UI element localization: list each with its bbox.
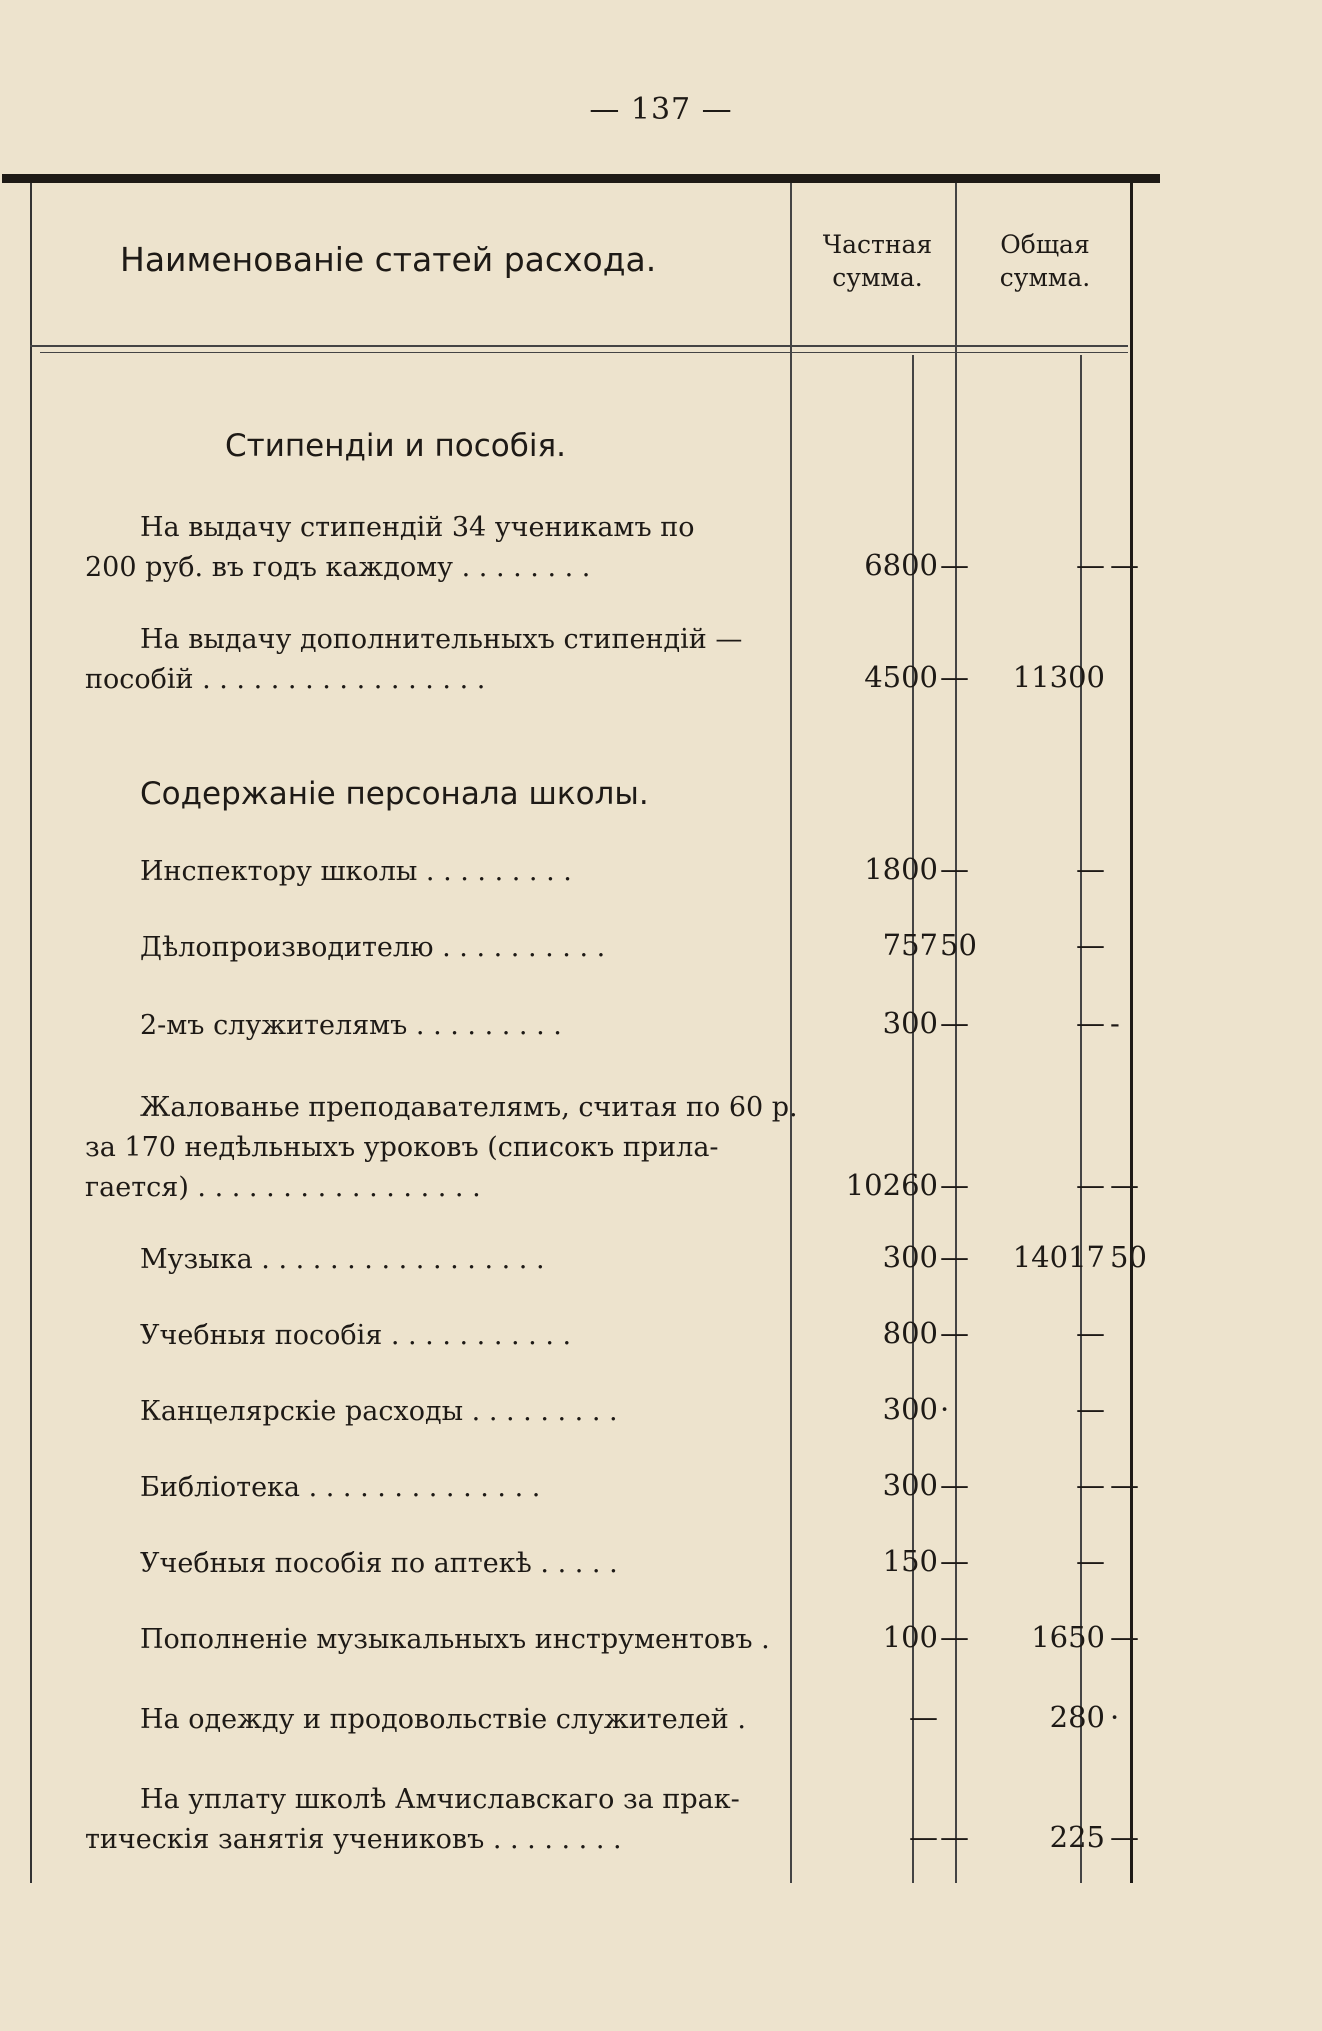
private-kop-value: — (940, 660, 969, 694)
row-description (85, 1700, 805, 1740)
total-sum-value: — (1076, 852, 1105, 886)
row-description (85, 1780, 805, 1860)
row-description-line: Учебныя пособія по аптекѣ . . . . . (140, 1548, 618, 1579)
total-kop-value: — (1110, 548, 1139, 582)
row-description-line: Пополненіе музыкальныхъ инструментовъ . (140, 1624, 770, 1655)
private-kop-value: — (940, 1620, 969, 1654)
section-title-stipends: Стипендіи и пособія. (225, 428, 566, 464)
row-description-line: за 170 недѣльныхъ уроковъ (списокъ прила- (85, 1132, 719, 1163)
total-sum-value: 1650 (1031, 1620, 1105, 1654)
header-total-line2: сумма. (999, 263, 1091, 292)
total-sum-value: 14017 (1012, 1240, 1105, 1274)
private-kop-value: — (940, 852, 969, 886)
private-sum-value: 1800 (864, 852, 938, 886)
private-sum-value: 6800 (864, 548, 938, 582)
total-kop-value: — (1110, 1820, 1139, 1854)
header-rule-thin (40, 352, 1128, 353)
row-description-line: 2-мъ служителямъ . . . . . . . . . (140, 1010, 562, 1041)
row-description (85, 928, 805, 968)
total-kop-value: - (1110, 1006, 1120, 1040)
row-description (85, 1620, 805, 1660)
private-sum-value: 300 (882, 1240, 938, 1274)
header-title: Наименованіе статей расхода. (120, 240, 657, 279)
top-rule (2, 174, 1160, 183)
total-kop-value: — (1110, 1468, 1139, 1502)
row-description (85, 508, 805, 588)
private-kop-value: — (940, 1820, 969, 1854)
private-sum-value: — (909, 1820, 938, 1854)
total-kop-value: — (1110, 1168, 1139, 1202)
row-description (85, 1240, 805, 1280)
private-sum-value: 757 (882, 928, 938, 962)
total-sum-value: — (1076, 1316, 1105, 1350)
row-description (85, 852, 805, 892)
private-sum-value: 800 (882, 1316, 938, 1350)
row-description-line: Канцелярскіе расходы . . . . . . . . . (140, 1396, 618, 1427)
private-sum-value: 100 (882, 1620, 938, 1654)
row-description-line: На уплату школѣ Амчиславскаго за прак- (140, 1784, 740, 1815)
total-sum-value: 225 (1049, 1820, 1105, 1854)
private-kop-value: · (940, 1392, 950, 1426)
row-description-line: гается) . . . . . . . . . . . . . . . . . (85, 1172, 481, 1203)
header-private-sum (795, 228, 960, 294)
private-sum-value: 10260 (845, 1168, 938, 1202)
row-description (85, 1088, 805, 1208)
row-description (85, 1006, 805, 1046)
private-sum-value: 4500 (864, 660, 938, 694)
header-rule (30, 345, 1128, 347)
row-description-line: На выдачу стипендій 34 ученикамъ по (140, 512, 695, 543)
total-sum-value: 280 (1049, 1700, 1105, 1734)
header-private-line1: Частная (822, 230, 933, 259)
row-description-line: тическія занятія учениковъ . . . . . . . . (85, 1824, 622, 1855)
private-kop-value: 50 (940, 928, 977, 962)
row-description-line: Библіотека . . . . . . . . . . . . . . (140, 1472, 541, 1503)
row-description (85, 1468, 805, 1508)
header-total-line1: Общая (1000, 230, 1090, 259)
total-kop-value: — (1110, 1620, 1139, 1654)
row-description (85, 1316, 805, 1356)
private-kop-value: — (940, 1316, 969, 1350)
private-kop-value: — (940, 1240, 969, 1274)
row-description-line: Музыка . . . . . . . . . . . . . . . . . (140, 1244, 545, 1275)
section-title-personnel: Содержаніе персонала школы. (140, 776, 649, 812)
row-description-line: Учебныя пособія . . . . . . . . . . . (140, 1320, 572, 1351)
private-sum-value: 300 (882, 1468, 938, 1502)
row-description-line: Жалованье преподавателямъ, считая по 60 р. (140, 1092, 798, 1123)
private-kop-value: — (940, 1168, 969, 1202)
total-sum-value: — (1076, 1468, 1105, 1502)
header-private-line2: сумма. (832, 263, 923, 292)
total-sum-value: — (1076, 928, 1105, 962)
private-sum-value: 300 (882, 1392, 938, 1426)
row-description-line: Дѣлопроизводителю . . . . . . . . . . (140, 932, 606, 963)
total-kop-value: · (1110, 1700, 1120, 1734)
total-kop-value: 50 (1110, 1240, 1147, 1274)
row-description-line: 200 руб. въ годъ каждому . . . . . . . . (85, 552, 591, 583)
total-sum-value: — (1076, 548, 1105, 582)
total-sum-value: 11300 (1012, 660, 1105, 694)
total-sum-value: — (1076, 1006, 1105, 1040)
row-description (85, 620, 805, 700)
total-sum-value: — (1076, 1544, 1105, 1578)
row-description-line: пособій . . . . . . . . . . . . . . . . . (85, 664, 486, 695)
private-sum-value: 300 (882, 1006, 938, 1040)
row-description (85, 1544, 805, 1584)
row-description-line: Инспектору школы . . . . . . . . . (140, 856, 572, 887)
header-total-sum (965, 228, 1125, 294)
row-description-line: На выдачу дополнительныхъ стипендій — (140, 624, 743, 655)
private-kop-value: — (940, 1544, 969, 1578)
total-sum-value: — (1076, 1392, 1105, 1426)
private-kop-value: — (940, 1006, 969, 1040)
page-number: — 137 — (589, 92, 733, 127)
row-description-line: На одежду и продовольствіе служителей . (140, 1704, 746, 1735)
private-sum-value: — (909, 1700, 938, 1734)
row-description (85, 1392, 805, 1432)
total-sum-value: — (1076, 1168, 1105, 1202)
private-sum-value: 150 (882, 1544, 938, 1578)
private-kop-value: — (940, 548, 969, 582)
private-kop-value: — (940, 1468, 969, 1502)
